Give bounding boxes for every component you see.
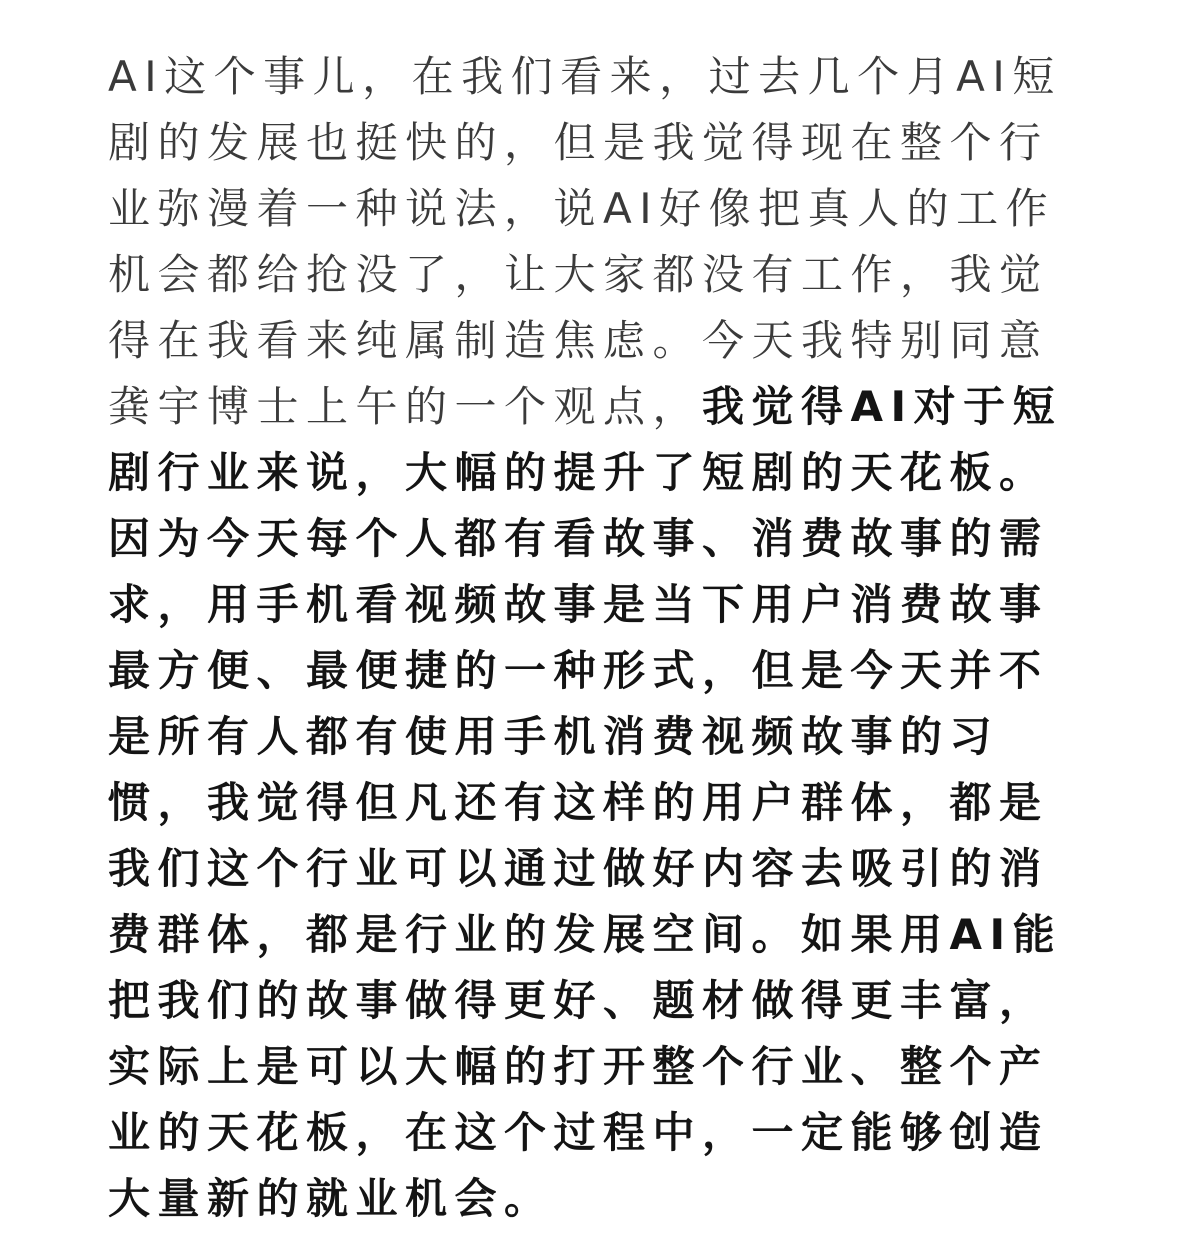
emphasized-text: 实际上是可以大幅的打开整个行业、整个产 <box>108 1042 1049 1091</box>
text-line <box>108 770 1068 836</box>
emphasized-text: 是所有人都有使用手机消费视频故事的习 <box>108 712 1000 761</box>
emphasized-text: 我觉得AI对于短 <box>702 382 1063 431</box>
text-line <box>108 506 1068 572</box>
emphasized-text: 业的天花板，在这个过程中，一定能够创造 <box>108 1108 1049 1157</box>
text-line <box>108 1166 1068 1232</box>
body-text: 龚宇博士上午的一个观点， <box>108 382 703 431</box>
body-text: 得在我看来纯属制造焦虑。今天我特别同意 <box>108 316 1049 365</box>
text-line <box>108 902 1068 968</box>
text-line <box>108 242 1068 308</box>
text-line <box>108 176 1068 242</box>
body-text: 机会都给抢没了，让大家都没有工作，我觉 <box>108 250 1049 299</box>
body-text: 业弥漫着一种说法，说AI好像把真人的工作 <box>108 184 1056 233</box>
body-text: 剧的发展也挺快的，但是我觉得现在整个行 <box>108 118 1049 167</box>
emphasized-text: 因为今天每个人都有看故事、消费故事的需 <box>108 514 1049 563</box>
text-line <box>108 110 1068 176</box>
emphasized-text: 费群体，都是行业的发展空间。如果用AI能 <box>108 910 1063 959</box>
emphasized-text: 大量新的就业机会。 <box>108 1174 554 1223</box>
text-line <box>108 440 1068 506</box>
text-line <box>108 308 1068 374</box>
text-line <box>108 374 1068 440</box>
emphasized-text: 惯，我觉得但凡还有这样的用户群体，都是 <box>108 778 1049 827</box>
emphasized-text: 剧行业来说，大幅的提升了短剧的天花板。 <box>108 448 1049 497</box>
emphasized-text: 最方便、最便捷的一种形式，但是今天并不 <box>108 646 1049 695</box>
text-line <box>108 704 1068 770</box>
text-line <box>108 638 1068 704</box>
emphasized-text: 求，用手机看视频故事是当下用户消费故事 <box>108 580 1049 629</box>
text-line <box>108 968 1068 1034</box>
text-line <box>108 1034 1068 1100</box>
text-line <box>108 836 1068 902</box>
emphasized-text: 我们这个行业可以通过做好内容去吸引的消 <box>108 844 1049 893</box>
text-line <box>108 1100 1068 1166</box>
body-text: AI这个事儿，在我们看来，过去几个月AI短 <box>108 52 1062 101</box>
text-line <box>108 572 1068 638</box>
emphasized-text: 把我们的故事做得更好、题材做得更丰富， <box>108 976 1049 1025</box>
article-text <box>108 44 1068 1232</box>
text-line <box>108 44 1068 110</box>
